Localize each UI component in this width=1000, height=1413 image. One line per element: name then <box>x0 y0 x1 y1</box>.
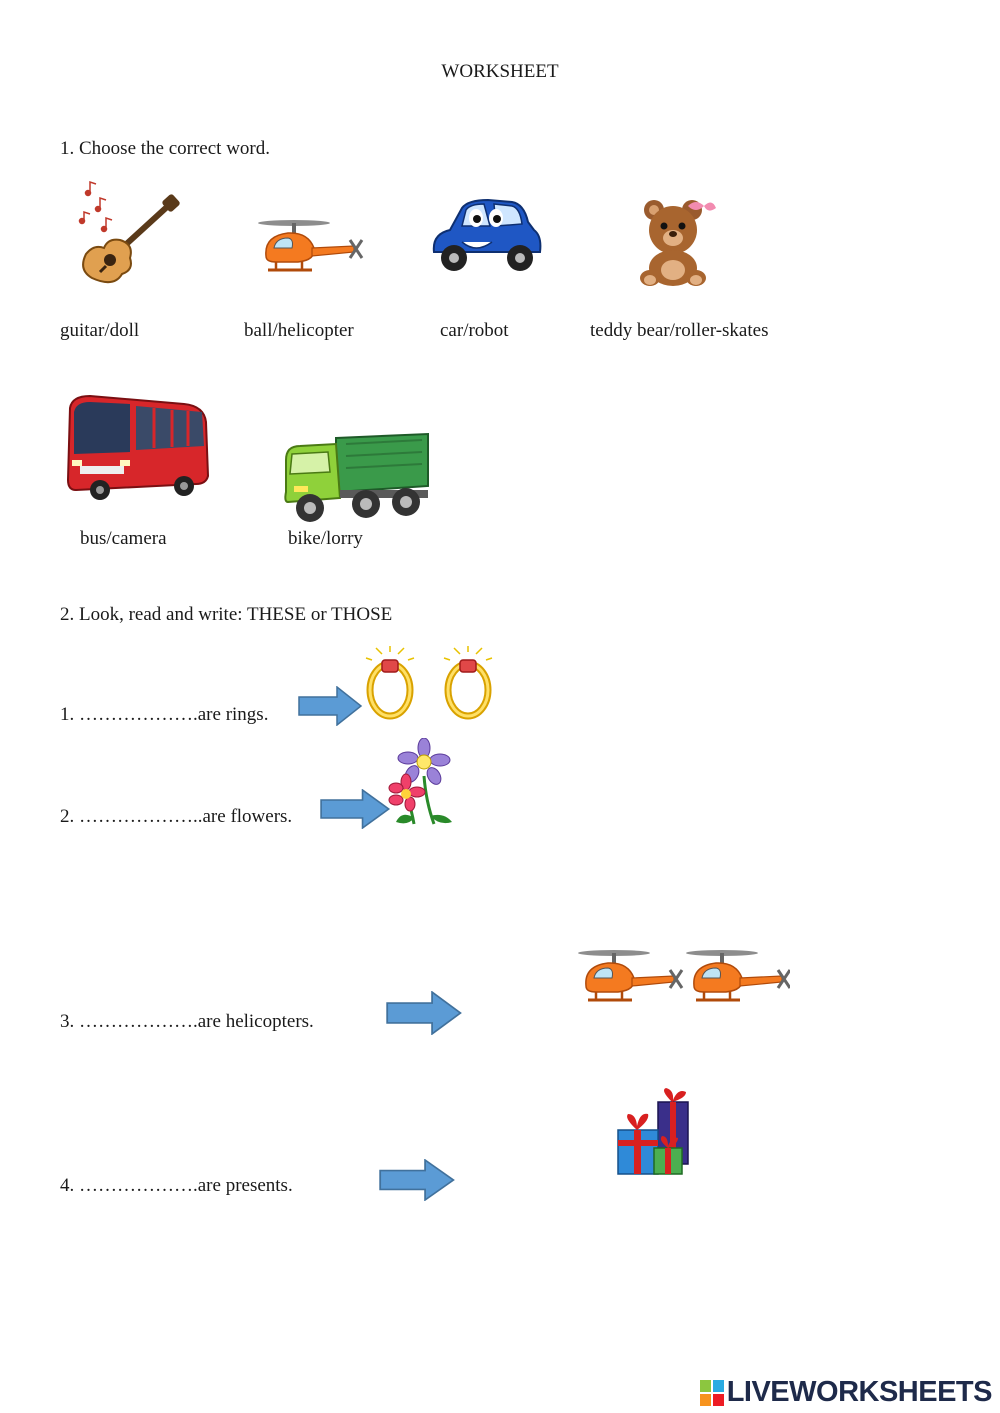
bus-icon <box>66 394 210 502</box>
flowers-icon <box>386 738 458 828</box>
liveworksheets-logo <box>700 1376 992 1409</box>
arrow-icon <box>298 686 364 726</box>
question-number: 2. <box>60 806 75 827</box>
item-label-guitar: guitar/doll <box>60 320 140 341</box>
item-label-lorry: bike/lorry <box>288 528 363 549</box>
question-text: are helicopters. <box>197 1011 314 1032</box>
question-text: are rings. <box>197 704 269 725</box>
item-label-car: car/robot <box>440 320 509 341</box>
question-2 <box>60 806 292 828</box>
car-icon <box>428 196 544 280</box>
item-label-teddy-bear: teddy bear/roller-skates <box>590 320 769 341</box>
rings-icon <box>360 644 500 720</box>
guitar-icon <box>60 178 190 298</box>
question-1 <box>60 704 268 726</box>
answer-blank-1[interactable]: ………………. <box>79 704 198 725</box>
lorry-icon <box>282 432 432 528</box>
answer-blank-3[interactable]: ………………. <box>79 1011 198 1032</box>
question-number: 4. <box>60 1175 75 1196</box>
presents-icon <box>614 1088 694 1180</box>
helicopters-icon <box>574 940 790 1016</box>
item-label-bus: bus/camera <box>80 528 167 549</box>
worksheet-title: WORKSHEET <box>441 61 559 82</box>
arrow-icon <box>386 991 464 1035</box>
question-4 <box>60 1175 293 1197</box>
logo-text: LIVEWORKSHEETS <box>726 1376 992 1408</box>
section-1-heading: 1. Choose the correct word. <box>60 138 270 159</box>
question-text: are presents. <box>197 1175 293 1196</box>
answer-blank-4[interactable]: ………………. <box>79 1175 198 1196</box>
question-number: 1. <box>60 704 75 725</box>
question-3 <box>60 1011 314 1033</box>
item-label-helicopter: ball/helicopter <box>244 320 354 341</box>
section-2-heading: 2. Look, read and write: THESE or THOSE <box>60 604 393 625</box>
teddy-bear-icon <box>636 196 716 288</box>
question-number: 3. <box>60 1011 75 1032</box>
logo-icon <box>700 1380 724 1406</box>
arrow-icon <box>320 789 392 829</box>
arrow-icon <box>379 1159 457 1201</box>
question-text: are flowers. <box>202 806 293 827</box>
answer-blank-2[interactable]: ……………….. <box>79 806 203 827</box>
helicopter-icon <box>254 210 366 286</box>
